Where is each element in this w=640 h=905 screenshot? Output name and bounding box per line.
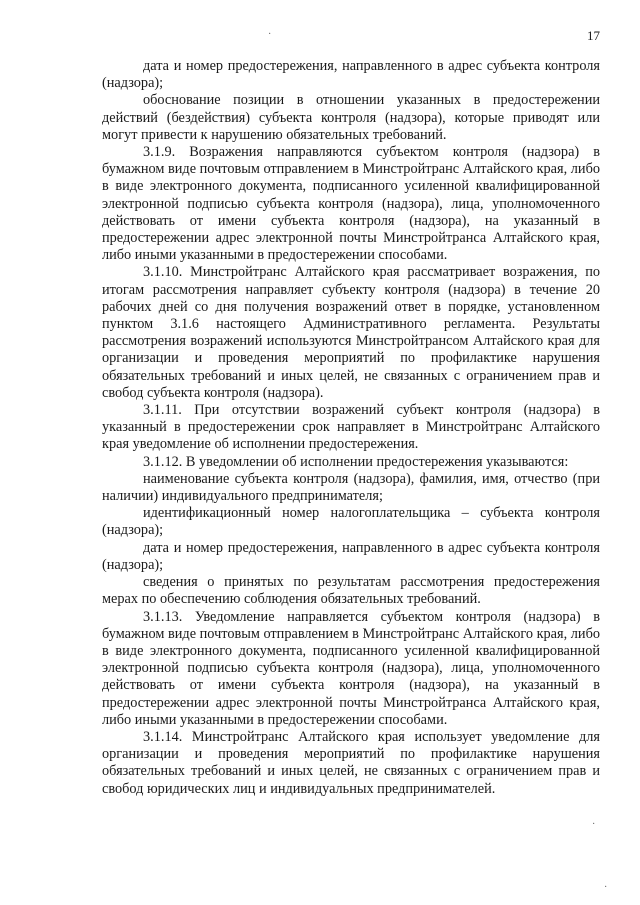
paragraph: 3.1.10. Минстройтранс Алтайского края рассматривает возражения, по итогам рассмотрения направляет субъекту контроля (надзора) в течение 20 рабочих дней со дня получения возражений ответ в порядке, установленном пунктом 3.1.6 настоящего Административного регламента. Результаты рассмотрения возражений используются Минстройтрансом Алтайского края для организации и проведения мероприятий по профилактике нарушения обязательных требований и иных целей, не связанных с ограничением прав и свобод субъекта контроля (надзора).: [102, 264, 600, 401]
document-body: [102, 58, 600, 798]
paragraph: дата и номер предостережения, направленного в адрес субъекта контроля (надзора);: [102, 539, 600, 573]
paragraph: 3.1.13. Уведомление направляется субъектом контроля (надзора) в бумажном виде почтовым отправлением в Минстройтранс Алтайского края, либо в виде электронного документа, подписанного усиленной квалифицированной электронной подписью субъекта контроля (надзора), лица, уполномоченного действовать от имени субъекта контроля (надзора), на указанный в предостережении адрес электронной почты Минстройтранса Алтайского края, либо иными указанными в предостережении способами.: [102, 608, 600, 728]
paragraph: 3.1.14. Минстройтранс Алтайского края использует уведомление для организации и проведения мероприятий по профилактике нарушения обязательных требований и иных целей, не связанных с ограничением прав и свобод юридических лиц и индивидуальных предпринимателей.: [102, 728, 600, 797]
paragraph: 3.1.9. Возражения направляются субъектом контроля (надзора) в бумажном виде почтовым отправлением в Минстройтранс Алтайского края, либо в виде электронного документа, подписанного усиленной квалифицированной электронной подписью субъекта контроля (надзора), лица, уполномоченного действовать от имени субъекта контроля (надзора), на указанный в предостережении адрес электронной почты Минстройтранса Алтайского края, либо иными указанными в предостережении способами.: [102, 144, 600, 264]
scan-speck: ·: [268, 29, 272, 40]
paragraph: 3.1.12. В уведомлении об исполнении предостережения указываются:: [143, 453, 569, 470]
paragraph: 3.1.11. При отсутствии возражений субъект контроля (надзора) в указанный в предостережении срок направляет в Минстройтранс Алтайского края уведомление об исполнении предостережения.: [102, 402, 600, 453]
paragraph: сведения о принятых по результатам рассмотрения предостережения мерах по обеспечению соблюдения обязательных требований.: [102, 574, 600, 608]
paragraph: наименование субъекта контроля (надзора), фамилия, имя, отчество (при наличии) индивидуального предпринимателя;: [102, 470, 600, 505]
scan-speck: ·: [604, 882, 608, 893]
scan-speck: ·: [592, 819, 596, 830]
page-number: 17: [587, 28, 600, 43]
paragraph: дата и номер предостережения, направленного в адрес субъекта контроля (надзора);: [102, 58, 600, 92]
paragraph: обоснование позиции в отношении указанных в предостережении действий (бездействия) субъекта контроля (надзора), которые приводят или могут привести к нарушению обязательных требований.: [102, 92, 600, 143]
paragraph: идентификационный номер налогоплательщика – субъекта контроля (надзора);: [102, 505, 600, 539]
